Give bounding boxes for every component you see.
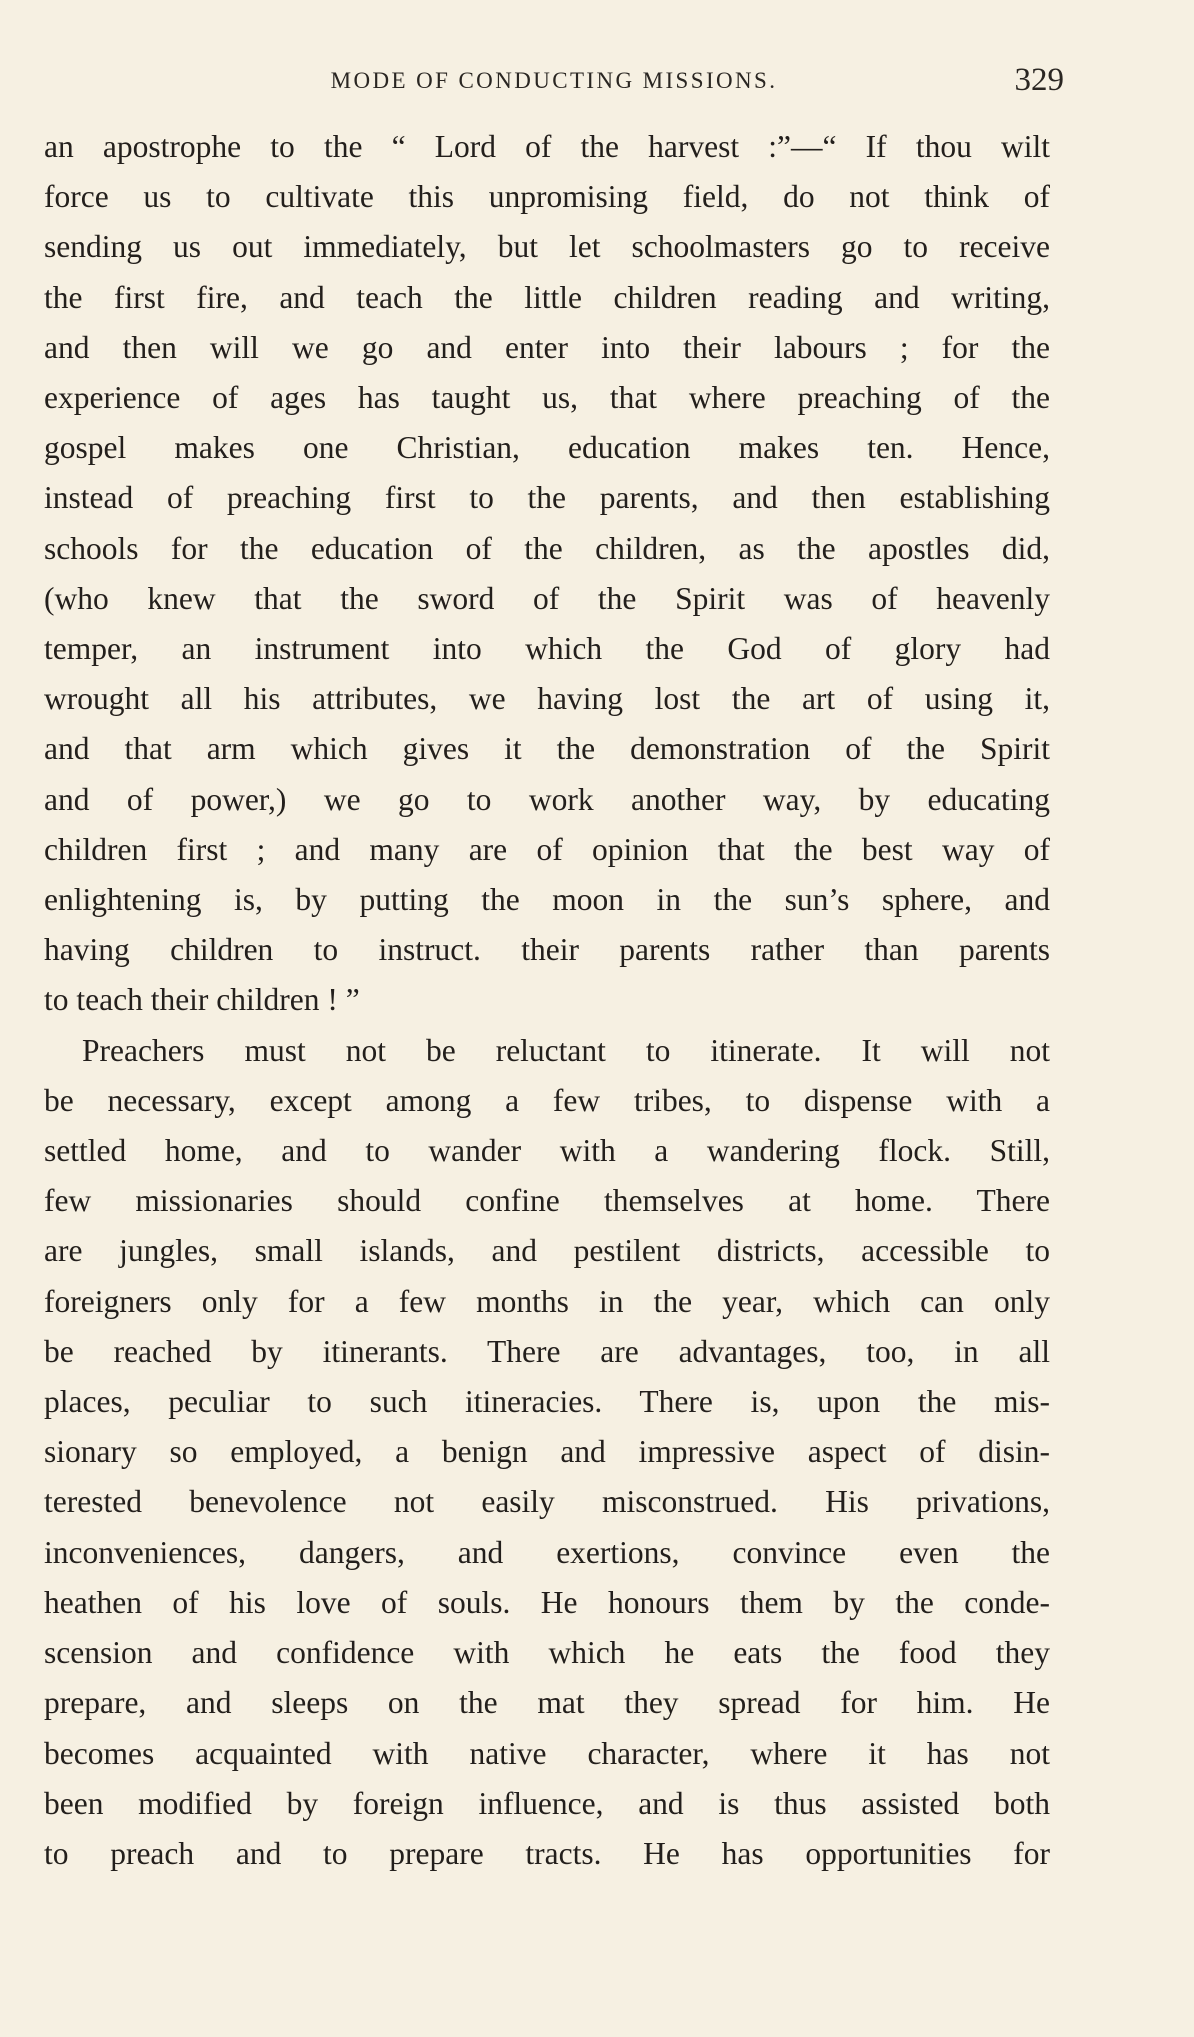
text-line: to teach their children ! ” — [44, 982, 360, 1018]
running-head — [44, 62, 1064, 102]
text-line: inconveniences, dangers, and exertions, convince even the — [44, 1534, 1050, 1570]
page-number: 329 — [1014, 62, 1064, 98]
paragraph-1 — [44, 122, 1050, 1026]
text-line: terested benevolence not easily misconstrued. His privations, — [44, 1484, 1050, 1520]
text-line: settled home, and to wander with a wandering flock. Still, — [44, 1133, 1050, 1169]
text-line: few missionaries should confine themselves at home. There — [44, 1183, 1050, 1219]
text-line: gospel makes one Christian, education makes ten. Hence, — [44, 430, 1050, 466]
text-line: schools for the education of the children, as the apostles did, — [44, 530, 1050, 566]
text-line: scension and confidence with which he eats the food they — [44, 1635, 1050, 1671]
text-line: wrought all his attributes, we having lost the art of using it, — [44, 681, 1050, 717]
text-line: an apostrophe to the “ Lord of the harvest :”—“ If thou wilt — [44, 129, 1050, 164]
text-line: instead of preaching first to the parents, and then establishing — [44, 480, 1050, 516]
text-line: prepare, and sleeps on the mat they spread for him. He — [44, 1685, 1050, 1721]
text-line: force us to cultivate this unpromising field, do not think of — [44, 179, 1050, 215]
text-line: having children to instruct. their parents rather than parents — [44, 932, 1050, 968]
body-text — [44, 122, 1050, 1879]
text-line: children first ; and many are of opinion that the best way of — [44, 831, 1050, 867]
text-line: Preachers must not be reluctant to itinerate. It will not — [82, 1032, 1050, 1068]
text-line: be reached by itinerants. There are advantages, too, in all — [44, 1333, 1050, 1369]
paragraph-2 — [44, 1026, 1050, 1879]
text-line: to preach and to prepare tracts. He has opportunities for — [44, 1835, 1050, 1871]
text-line: been modified by foreign influence, and is thus assisted both — [44, 1785, 1050, 1821]
text-line: and of power,) we go to work another way, by educating — [44, 781, 1050, 817]
running-title: MODE OF CONDUCTING MISSIONS. — [330, 68, 778, 93]
text-line: sending us out immediately, but let schoolmasters go to receive — [44, 229, 1050, 265]
text-line: becomes acquainted with native character, where it has not — [44, 1735, 1050, 1771]
text-line: temper, an instrument into which the God of glory had — [44, 631, 1050, 667]
text-line: and then will we go and enter into their labours ; for the — [44, 329, 1050, 365]
text-line: places, peculiar to such itineracies. There is, upon the mis- — [44, 1384, 1050, 1420]
text-line: the first fire, and teach the little children reading and writing, — [44, 279, 1050, 315]
text-line: and that arm which gives it the demonstration of the Spirit — [44, 731, 1050, 767]
text-line: foreigners only for a few months in the year, which can only — [44, 1283, 1050, 1319]
text-line: sionary so employed, a benign and impressive aspect of disin- — [44, 1434, 1050, 1470]
text-line: experience of ages has taught us, that where preaching of the — [44, 380, 1050, 416]
text-line: heathen of his love of souls. He honours them by the conde- — [44, 1584, 1050, 1620]
text-line: are jungles, small islands, and pestilent districts, accessible to — [44, 1233, 1050, 1269]
text-line: enlightening is, by putting the moon in the sun’s sphere, and — [44, 882, 1050, 918]
text-line: (who knew that the sword of the Spirit was of heavenly — [44, 580, 1050, 616]
text-line: be necessary, except among a few tribes, to dispense with a — [44, 1082, 1050, 1118]
